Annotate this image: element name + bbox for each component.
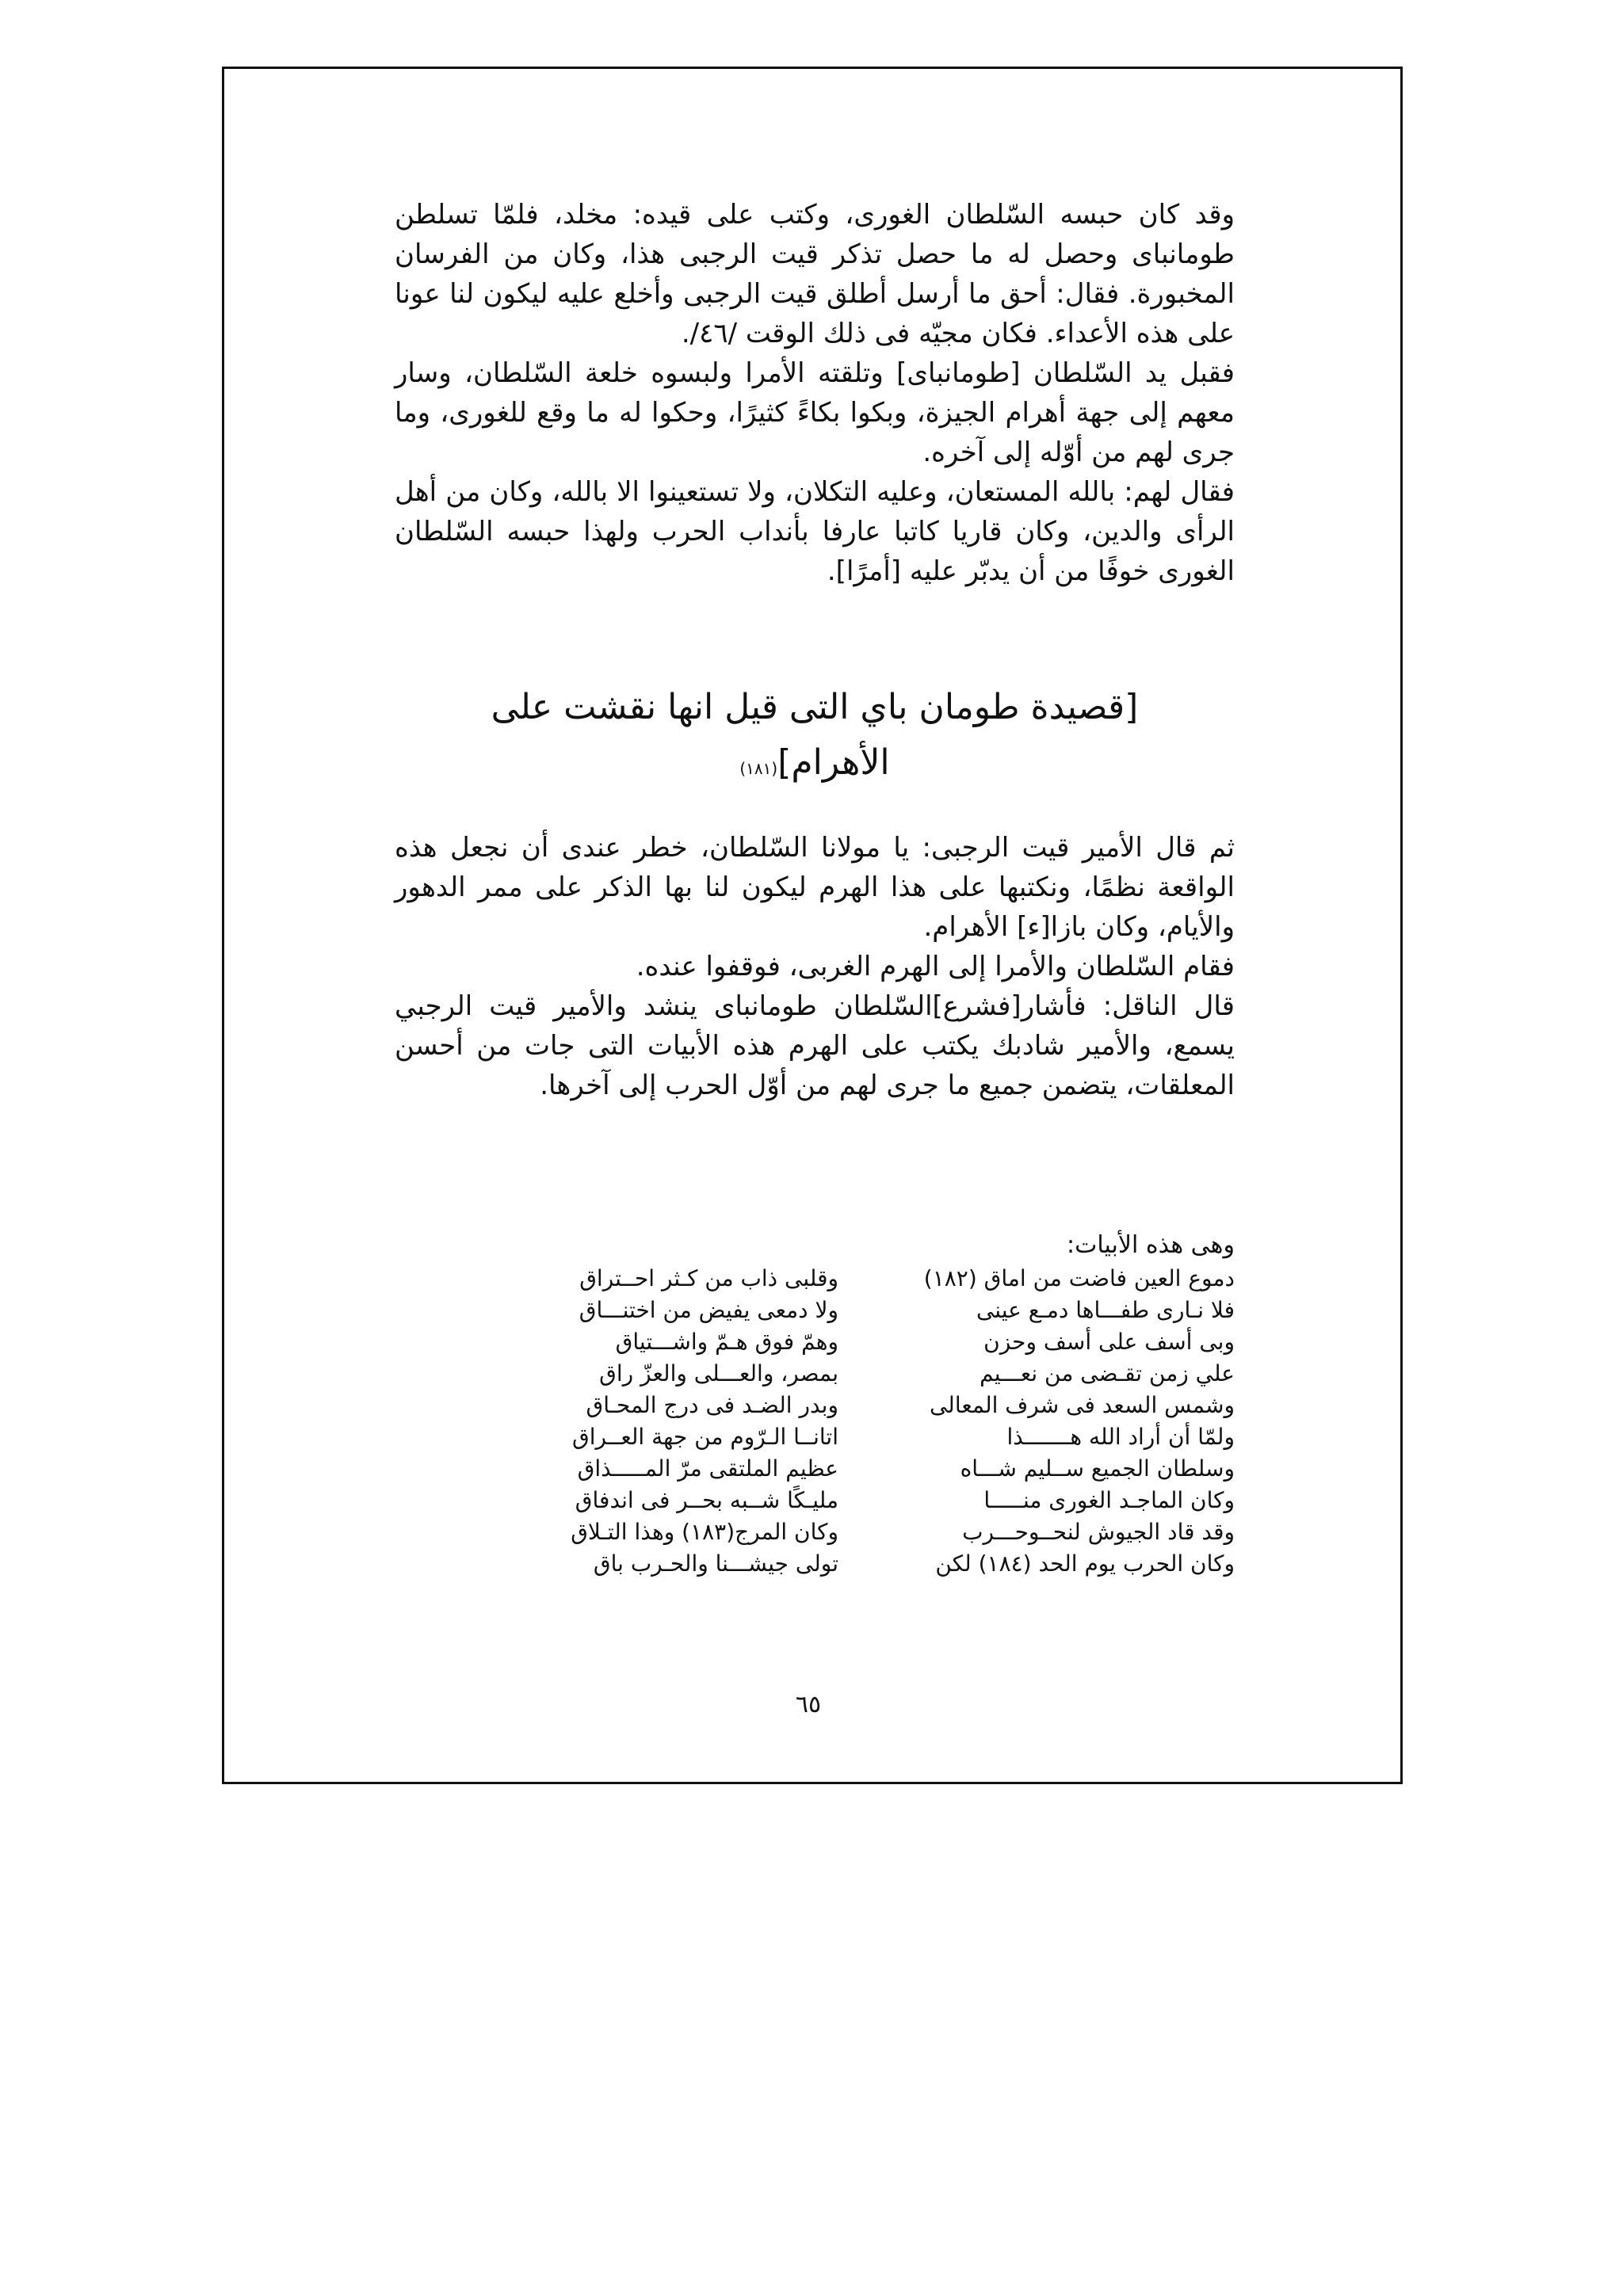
verse-line: [475, 1326, 1235, 1358]
footnote-marker: (١٨١): [739, 759, 778, 778]
verse-first-hemistich: ولمّا أن أراد الله هـــــــذا: [1006, 1424, 1235, 1450]
paragraph: فقام السّلطان والأمرا إلى الهرم الغربى، فوقفوا عنده.: [636, 951, 1235, 982]
verse-first-hemistich: وكان الحرب يوم الحد (١٨٤) لكن: [935, 1550, 1235, 1577]
paragraph: فقال لهم: بالله المستعان، وعليه التكلان، ولا تستعينوا الا بالله، وكان من أهل الرأى والدين، وكان قاريا كاتبا عارفا بأنداب الحرب ولهذا حبسه السّلطان الغورى خوفًا من أن يدبّر عليه [أمرًا].: [395, 476, 1235, 587]
verse-first-hemistich: وشمس السعد فى شرف المعالى: [929, 1392, 1235, 1418]
verse-line: [475, 1358, 1235, 1390]
verse-first-hemistich: علي زمن تقـضى من نعـــيم: [980, 1360, 1235, 1386]
verses-intro: وهى هذه الأبيات:: [1066, 1231, 1235, 1259]
verse-second-hemistich: وهمّ فوق هـمّ واشـــتياق: [615, 1329, 838, 1355]
verse-line: [475, 1263, 1235, 1295]
verse-line: [475, 1516, 1235, 1548]
heading-line: [395, 735, 1235, 796]
heading-line: [قصيدة طومان باي التى قيل انها نقشت على: [491, 687, 1139, 727]
verse-first-hemistich: وكان الماجـد الغورى منـــــا: [983, 1487, 1235, 1513]
paragraph: قال الناقل: فأشار[فشرع]السّلطان طومانباى ينشد والأمير قيت الرجبي يسمع، والأمير شادبك يكتب على الهرم هذه الأبيات التى جات من أحسن المعلقات، يتضمن جميع ما جرى لهم من أوّل الحرب إلى آخرها.: [395, 990, 1235, 1101]
verse-second-hemistich: تولى جيشـــنا والحـرب باق: [593, 1550, 838, 1577]
verse-second-hemistich: عظيم الملتقى مرّ المـــــذاق: [577, 1455, 838, 1482]
poem: [475, 1263, 1235, 1580]
verse-second-hemistich: وبدر الضـد فى درج المحـاق: [586, 1392, 838, 1418]
paragraph: فقبل يد السّلطان [طومانباى] وتلقته الأمرا ولبسوه خلعة السّلطان، وسار معهم إلى جهة أهرام الجيزة، وبكوا بكاءً كثيرًا، وحكوا له ما وقع للغورى، وما جرى لهم من أوّله إلى آخره.: [395, 357, 1235, 468]
verse-first-hemistich: وسلطان الجميع ســليم شـــاه: [960, 1455, 1235, 1482]
verse-first-hemistich: وقد قاد الجيوش لنحــوحـــرب: [962, 1519, 1235, 1545]
opening-paragraphs: [395, 195, 1235, 591]
paragraph: وقد كان حبسه السّلطان الغورى، وكتب على قيده: مخلد، فلمّا تسلطن طومانباى وحصل له ما حصل تذكر قيت الرجبى هذا، وكان من الفرسان المخبورة. فقال: أحق ما أرسل أطلق قيت الرجبى وأخلع عليه ليكون لنا عونا على هذه الأعداء. فكان مجيّه فى ذلك الوقت /٤٦/.: [395, 199, 1235, 349]
verse-second-hemistich: بمصر، والعـــلى والعزّ راق: [599, 1360, 838, 1386]
verse-line: [475, 1421, 1235, 1453]
verse-first-hemistich: دموع العين فاضت من اماق (١٨٢): [923, 1265, 1235, 1291]
page-number: ٦٥: [795, 1691, 822, 1718]
verse-line: [475, 1390, 1235, 1421]
verse-line: [475, 1453, 1235, 1485]
verse-line: [475, 1548, 1235, 1580]
verse-first-hemistich: وبى أسف على أسف وحزن: [983, 1329, 1235, 1355]
verse-line: [475, 1295, 1235, 1326]
section-heading: [395, 680, 1235, 796]
verse-line: [475, 1485, 1235, 1516]
paragraph: ثم قال الأمير قيت الرجبى: يا مولانا السّلطان، خطر عندى أن نجعل هذه الواقعة نظمًا، ونكتبها على هذا الهرم ليكون لنا بها الذكر على ممر الدهور والأيام، وكان بازا[ء] الأهرام.: [395, 832, 1235, 943]
verse-second-hemistich: اتانــا الـرّوم من جهة العــراق: [572, 1424, 838, 1450]
narrative-paragraphs: [395, 828, 1235, 1105]
verse-second-hemistich: ولا دمعى يفيض من اختنـــاق: [579, 1297, 838, 1323]
verse-second-hemistich: وكان المرج(١٨٣) وهذا التـلاق: [571, 1519, 838, 1545]
verse-second-hemistich: وقلبى ذاب من كـثر احــتراق: [579, 1265, 838, 1291]
verse-first-hemistich: فلا نـارى طفـــاها دمـع عينى: [976, 1297, 1235, 1323]
heading-text: الأهرام]: [777, 742, 890, 783]
verse-second-hemistich: مليـكًا شــبه بحــر فى اندفاق: [575, 1487, 838, 1513]
